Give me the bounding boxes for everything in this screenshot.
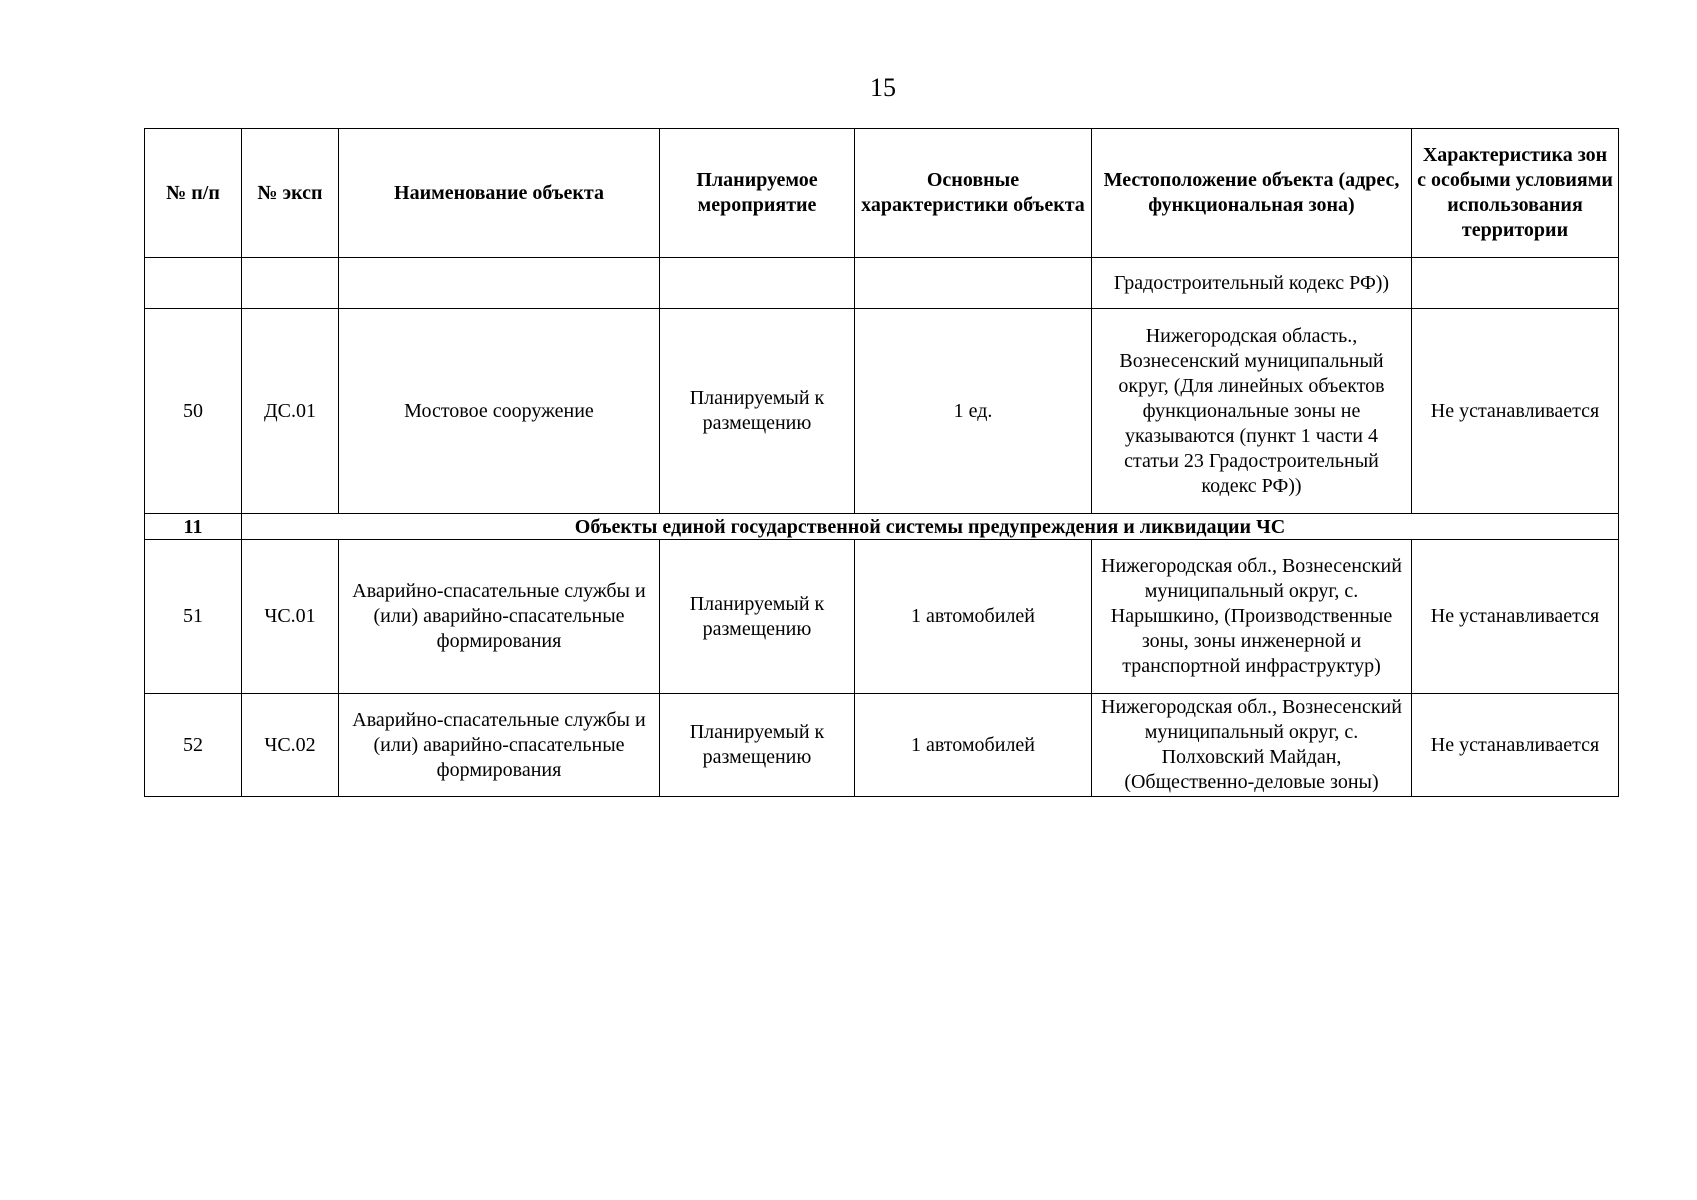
- cell-measure: Планируемый к размещению: [660, 309, 855, 514]
- cell-zones: Не устанавливается: [1412, 694, 1619, 797]
- header-location: Местоположение объекта (адрес, функциональная зона): [1092, 129, 1412, 258]
- cell-exp: ЧС.01: [242, 540, 339, 694]
- cell-empty: [855, 258, 1092, 309]
- cell-location: Нижегородская обл., Вознесенский муниципальный округ, с. Нарышкино, (Производственные зоны, зоны инженерной и транспортной инфраструктур): [1092, 540, 1412, 694]
- page-number: 15: [870, 73, 896, 102]
- cell-num: 50: [145, 309, 242, 514]
- table-row: [145, 540, 1619, 694]
- cell-empty: [1412, 258, 1619, 309]
- header-characteristics: Основные характеристики объекта: [855, 129, 1092, 258]
- cell-location: Нижегородская область., Вознесенский муниципальный округ, (Для линейных объектов функциональные зоны не указываются (пункт 1 части 4 статьи 23 Градостроительный кодекс РФ)): [1092, 309, 1412, 514]
- cell-empty: [660, 258, 855, 309]
- cell-measure: Планируемый к размещению: [660, 540, 855, 694]
- cell-location: Нижегородская обл., Вознесенский муниципальный округ, с. Полховский Майдан, (Общественно-деловые зоны): [1092, 694, 1412, 797]
- cell-num: 51: [145, 540, 242, 694]
- cell-empty: [339, 258, 660, 309]
- cell-name: Мостовое сооружение: [339, 309, 660, 514]
- header-exp: № эксп: [242, 129, 339, 258]
- section-num: 11: [145, 514, 242, 540]
- header-num: № п/п: [145, 129, 242, 258]
- table-row: [145, 309, 1619, 514]
- cell-location: Градостроительный кодекс РФ)): [1092, 258, 1412, 309]
- cell-characteristics: 1 автомобилей: [855, 694, 1092, 797]
- cell-name: Аварийно-спасательные службы и (или) аварийно-спасательные формирования: [339, 540, 660, 694]
- cell-zones: Не устанавливается: [1412, 309, 1619, 514]
- cell-num: 52: [145, 694, 242, 797]
- cell-measure: Планируемый к размещению: [660, 694, 855, 797]
- cell-characteristics: 1 ед.: [855, 309, 1092, 514]
- objects-table: [144, 128, 1619, 797]
- cell-empty: [145, 258, 242, 309]
- cell-zones: Не устанавливается: [1412, 540, 1619, 694]
- cell-characteristics: 1 автомобилей: [855, 540, 1092, 694]
- cell-exp: ЧС.02: [242, 694, 339, 797]
- table-header-row: [145, 129, 1619, 258]
- header-measure: Планируемое мероприятие: [660, 129, 855, 258]
- header-name: Наименование объекта: [339, 129, 660, 258]
- cell-empty: [242, 258, 339, 309]
- cell-exp: ДС.01: [242, 309, 339, 514]
- section-row: [145, 514, 1619, 540]
- cell-name: Аварийно-спасательные службы и (или) аварийно-спасательные формирования: [339, 694, 660, 797]
- header-zones: Характеристика зон с особыми условиями использования территории: [1412, 129, 1619, 258]
- table-row-continuation: [145, 258, 1619, 309]
- table-row: [145, 694, 1619, 797]
- section-title: Объекты единой государственной системы предупреждения и ликвидации ЧС: [242, 514, 1619, 540]
